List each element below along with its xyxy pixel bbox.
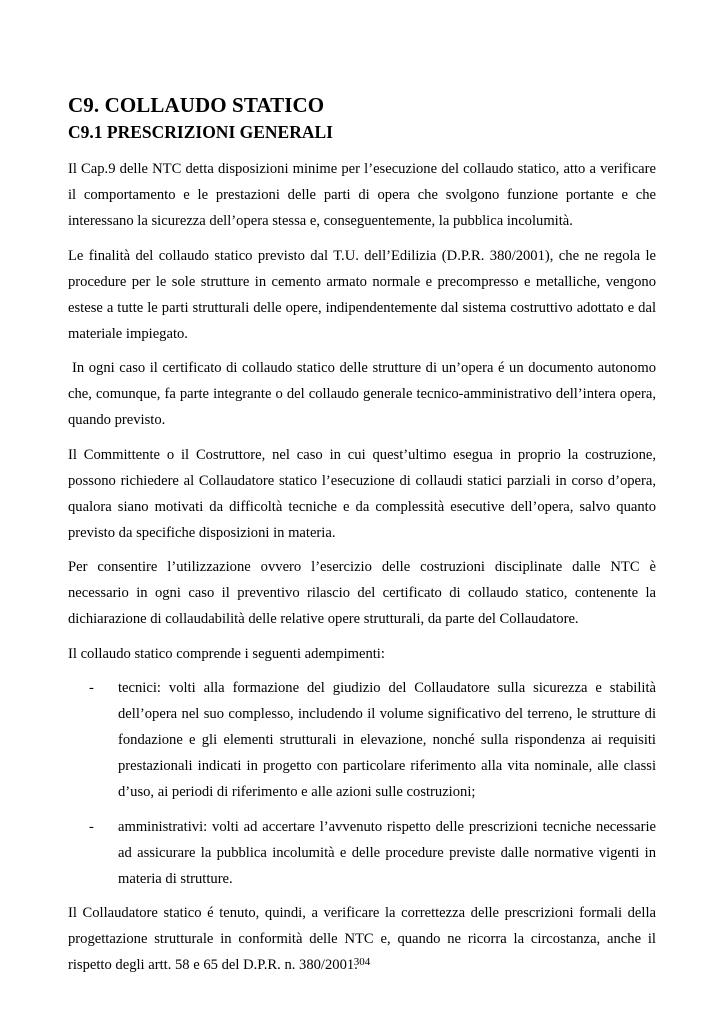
document-body — [68, 156, 656, 987]
section-title: C9.1 PRESCRIZIONI GENERALI — [68, 122, 333, 142]
list-bullet: - — [89, 818, 94, 835]
list-bullet: - — [89, 680, 94, 696]
paragraph-committente: Il Committente o il Costruttore, nel caso in cui quest’ultimo esegua in proprio la costruzione, possono richiedere al Collaudatore statico l’esecuzione di collaudi statici parziali in corso d’opera, qualora siano motivati da difficoltà tecniche e da complessità esecutive dell’opera, salvo quanto previsto da specifiche disposizioni in materia. — [68, 446, 656, 541]
paragraph-finalita: Le finalità del collaudo statico previsto dal T.U. dell’Edilizia (D.P.R. 380/2001), che ne regola le procedure per le sole strutture in cemento armato normale e precompresso e metalliche, vengono estese a tutte le parti strutturali delle opere, indipendentemente dal sistema costruttivo adottato e dal materiale impiegato. — [68, 247, 656, 342]
paragraph-intro: Il Cap.9 delle NTC detta disposizioni minime per l’esecuzione del collaudo statico, atto a verificare il comportamento e le prestazioni delle parti di opera che svolgono funzione portante e che interessano la sicurezza dell’opera stessa e, conseguentemente, la pubblica incolumità. — [68, 161, 656, 229]
list-item-text: tecnici: volti alla formazione del giudizio del Collaudatore sulla sicurezza e stabilità dell’opera nel suo complesso, includendo il volume significativo del terreno, le strutture di fondazione e gli elementi strutturali in elevazione, nonché sulla rispondenza ai requisiti prestazionali indicati in progetto con particolare riferimento alla vita nominale, alle classi d’uso, ai periodi di riferimento e alle azioni sulle costruzioni; — [118, 680, 656, 800]
paragraph-certificato: In ogni caso il certificato di collaudo statico delle strutture di un’opera é un documento autonomo che, comunque, fa parte integrante o del collaudo generale tecnico-amministrativo dell’intera opera, quando previsto. — [68, 360, 656, 428]
chapter-title: C9. COLLAUDO STATICO — [68, 93, 325, 117]
list-item-tecnici — [68, 675, 656, 805]
paragraph-utilizzazione: Per consentire l’utilizzazione ovvero l’esercizio delle costruzioni disciplinate dalle NTC è necessario in ogni caso il preventivo rilascio del certificato di collaudo statico, contenente la dichiarazione di collaudabilità delle relative opere strutturali, da parte del Collaudatore. — [68, 559, 656, 627]
list-item-text: amministrativi: volti ad accertare l’avvenuto rispetto delle prescrizioni tecniche necessarie ad assicurare la pubblica incolumità e delle procedure previste dalle normative vigenti in materia di strutture. — [118, 818, 656, 887]
adempimenti-list — [68, 675, 656, 892]
list-item-amministrativi — [68, 814, 656, 892]
paragraph-closing: Il Collaudatore statico é tenuto, quindi, a verificare la correttezza delle prescrizioni formali della progettazione strutturale in conformità delle NTC e, quando ne ricorra la circostanza, anche il rispetto degli artt. 58 e 65 del D.P.R. n. 380/2001. — [68, 905, 656, 973]
paragraph-adempimenti-intro: Il collaudo statico comprende i seguenti adempimenti: — [68, 645, 385, 662]
page-number: 304 — [353, 956, 371, 968]
